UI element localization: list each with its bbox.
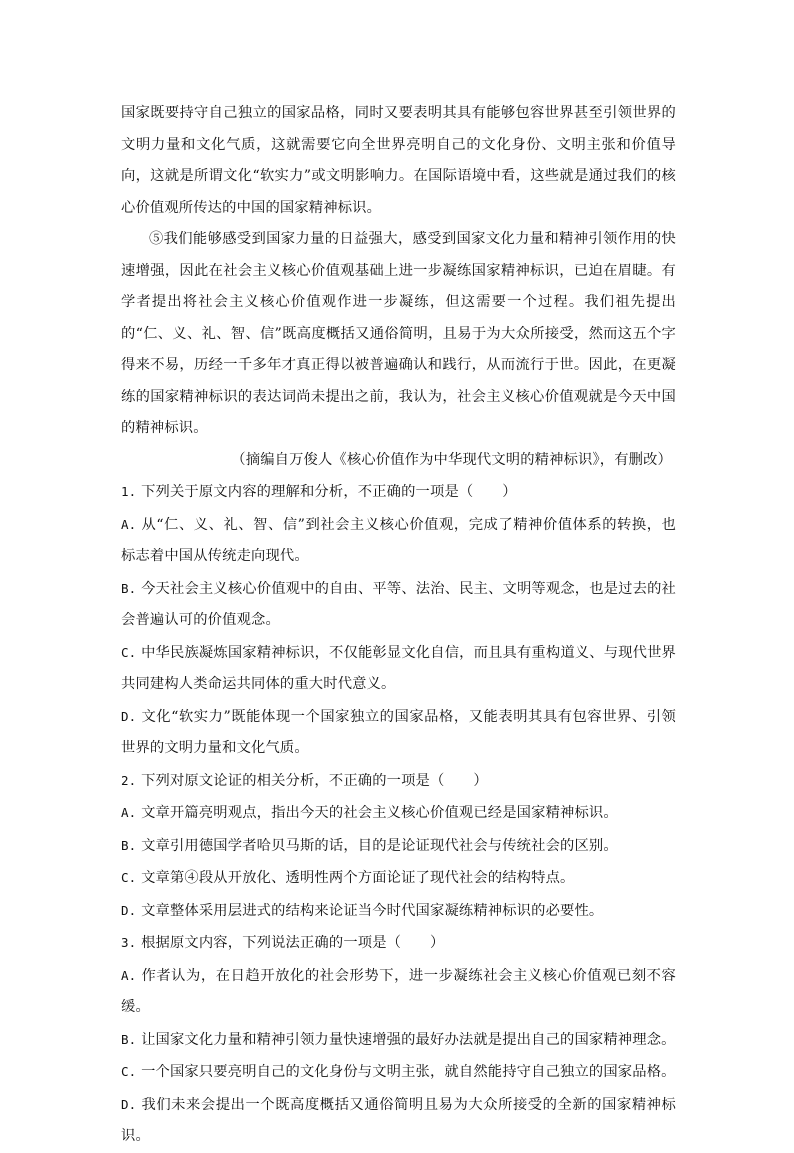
- option-d: [121, 895, 676, 928]
- option-label: B.: [121, 1031, 137, 1047]
- passage-source: （摘编自万俊人《核心价值作为中华现代文明的精神标识》，有删改）: [231, 451, 672, 468]
- question-3: [121, 927, 676, 1153]
- option-label: A.: [121, 805, 137, 820]
- option-label: C.: [121, 644, 137, 660]
- option-text: 今天社会主义核心价值观中的自由、平等、法治、民主、文明等观念，也是过去的社会普遍认可的价值观念。: [121, 580, 677, 628]
- option-b: [121, 1024, 676, 1057]
- option-label: D.: [121, 708, 137, 724]
- option-label: A.: [121, 967, 137, 983]
- question-stem: [121, 927, 676, 960]
- option-text: 文章整体采用层进式的结构来论证当今时代国家凝练精神标识的必要性。: [141, 902, 604, 919]
- option-label: C.: [121, 870, 137, 885]
- option-text: 作者认为，在日趋开放化的社会形势下，进一步凝练社会主义核心价值观已刻不容缓。: [121, 967, 676, 1015]
- passage-paragraph-continued: 国家既要持守自己独立的国家品格，同时又要表明其具有能够包容世界甚至引领世界的文明力量和文化气质，这就需要它向全世界亮明自己的文化身份、文明主张和价值导向，这就是所谓文化“软实力”或文明影响力。在国际语境中看，这些就是通过我们的核心价值观所传达的中国的国家精神标识。: [121, 105, 676, 216]
- option-label: C.: [121, 1064, 137, 1079]
- option-b: [121, 573, 676, 637]
- question-stem: [121, 765, 676, 798]
- option-label: D.: [121, 902, 137, 918]
- option-text: 文化“软实力”既能体现一个国家独立的国家品格，又能表明其具有包容世界、引领世界的文明力量和文化气质。: [121, 708, 676, 756]
- option-text: 文章开篇亮明观点，指出今天的社会主义核心价值观已经是国家精神标识。: [141, 805, 618, 821]
- option-d: [121, 1089, 676, 1153]
- document-page: [121, 98, 676, 1153]
- option-label: D.: [121, 1096, 137, 1112]
- question-2: [121, 765, 676, 928]
- option-a: [121, 509, 676, 573]
- option-c: [121, 637, 676, 701]
- option-text: 文章引用德国学者哈贝马斯的话，目的是论证现代社会与传统社会的区别。: [141, 837, 618, 854]
- option-label: A.: [121, 516, 137, 532]
- question-number: 2.: [121, 772, 137, 788]
- option-text: 文章第④段从开放化、透明性两个方面论证了现代社会的结构特点。: [141, 870, 575, 886]
- option-a: [121, 960, 676, 1024]
- option-b: [121, 830, 676, 863]
- option-text: 我们未来会提出一个既高度概括又通俗简明且易为大众所接受的全新的国家精神标识。: [121, 1096, 676, 1144]
- option-text: 从“仁、义、礼、智、信”到社会主义核心价值观，完成了精神价值体系的转换，也标志着中国从传统走向现代。: [121, 516, 676, 564]
- question-number: 3.: [121, 935, 137, 950]
- question-stem-text: 下列关于原文内容的理解和分析，不正确的一项是（ ）: [141, 484, 517, 500]
- question-stem: [121, 476, 676, 509]
- question-stem-text: 根据原文内容，下列说法正确的一项是（ ）: [141, 935, 445, 951]
- option-label: B.: [121, 580, 137, 596]
- question-stem-text: 下列对原文论证的相关分析，不正确的一项是（ ）: [141, 772, 488, 789]
- option-d: [121, 701, 676, 765]
- option-label: B.: [121, 837, 137, 853]
- option-c: [121, 1056, 676, 1089]
- option-text: 让国家文化力量和精神引领力量快速增强的最好办法就是提出自己的国家精神理念。: [141, 1031, 676, 1048]
- question-1: [121, 476, 676, 765]
- question-number: 1.: [121, 484, 137, 499]
- option-text: 中华民族凝炼国家精神标识，不仅能彰显文化自信，而且具有重构道义、与现代世界共同建构人类命运共同体的重大时代意义。: [121, 644, 677, 692]
- option-text: 一个国家只要亮明自己的文化身份与文明主张，就自然能持守自己独立的国家品格。: [141, 1064, 676, 1080]
- option-a: [121, 797, 676, 830]
- passage-paragraph-5: ⑤我们能够感受到国家力量的日益强大，感受到国家文化力量和精神引领作用的快速增强，因此在社会主义核心价值观基础上进一步凝练国家精神标识，已迫在眉睫。有学者提出将社会主义核心价值观作进一步凝练，但这需要一个过程。我们祖先提出的“仁、义、礼、智、信”既高度概括又通俗简明，且易于为大众所接受，然而这五个字得来不易，历经一千多年才真正得以被普遍确认和践行，从而流行于世。因此，在更凝练的国家精神标识的表达词尚未提出之前，我认为，社会主义核心价值观就是今天中国的精神标识。: [121, 231, 676, 436]
- option-c: [121, 862, 676, 895]
